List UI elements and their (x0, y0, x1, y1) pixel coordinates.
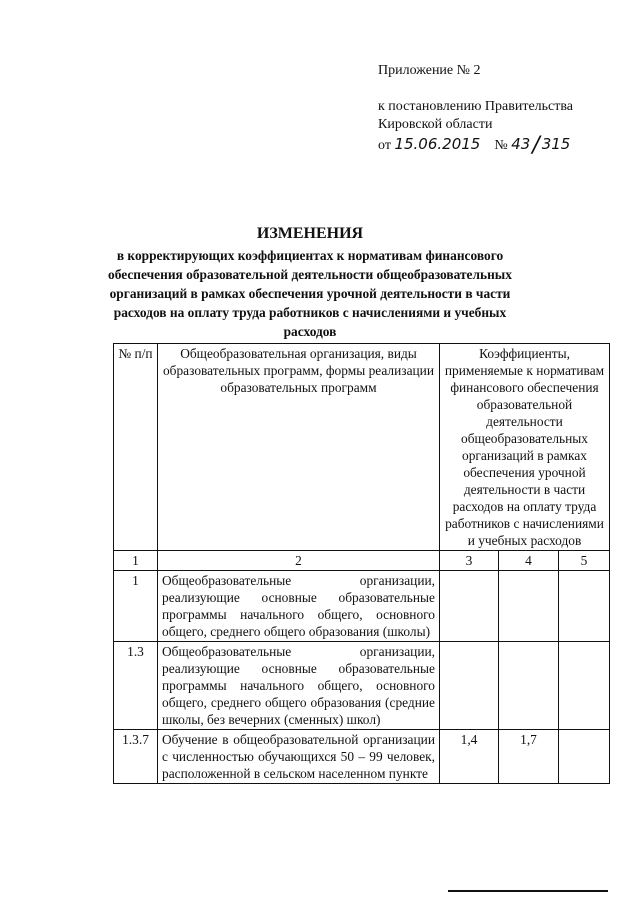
handwritten-number-2: 315 (541, 135, 571, 153)
row-value-5 (559, 730, 610, 784)
appendix-date-line (378, 133, 573, 158)
row-desc: Обучение в общеобразовательной организации с численностью обучающихся 50 – 99 человек, расположенной в сельском населенном пункте (158, 730, 440, 784)
appendix-title: Приложение № 2 (378, 63, 481, 78)
heading-title: ИЗМЕНЕНИЯ (256, 225, 364, 242)
coefficients-table (113, 343, 610, 784)
appendix-line-1: к постановлению Правительства (378, 99, 574, 114)
index-cell: 4 (499, 551, 559, 571)
row-value-3 (440, 642, 499, 730)
row-value-4 (499, 571, 559, 642)
index-cell: 3 (440, 551, 499, 571)
handwritten-number-1: 43 (511, 135, 531, 153)
row-value-5 (559, 571, 610, 642)
row-value-3: 1,4 (440, 730, 499, 784)
header-coefficients: Коэффициенты, применяемые к нормативам финансового обеспечения образовательной деятельности общеобразовательных организаций в рамках обеспечения урочной деятельности в части расходов на оплату труда работников с начислениями и учебных расходов (440, 344, 610, 551)
index-cell: 1 (114, 551, 158, 571)
row-desc: Общеобразовательные организации, реализующие основные образовательные программы начального общего, основного общего, среднего общего образования (средние школы, без вечерних (сменных) школ) (158, 642, 440, 730)
appendix-line-2: Кировской области (378, 117, 493, 132)
document-heading (100, 224, 520, 341)
bottom-rule (448, 890, 608, 892)
date-prefix: от (378, 138, 391, 153)
header-desc: Общеобразовательная организация, виды образовательных программ, формы реализации образовательных программ (158, 344, 440, 551)
heading-subtitle: в корректирующих коэффициентах к нормативам финансового обеспечения образовательной деятельности общеобразовательных организаций в рамках обеспечения урочной деятельности в части расходов на оплату труда работников с начислениями и учебных расходов (108, 248, 512, 339)
header-num: № п/п (114, 344, 158, 551)
row-num: 1.3 (114, 642, 158, 730)
row-value-5 (559, 642, 610, 730)
table-header-row (114, 344, 610, 551)
index-cell: 2 (158, 551, 440, 571)
row-value-4 (499, 642, 559, 730)
table-row (114, 642, 610, 730)
row-num: 1 (114, 571, 158, 642)
table-row (114, 571, 610, 642)
row-value-3 (440, 571, 499, 642)
row-desc: Общеобразовательные организации, реализующие основные образовательные программы начального общего, основного общего, среднего общего образования (школы) (158, 571, 440, 642)
appendix-block (378, 62, 574, 158)
row-value-4: 1,7 (499, 730, 559, 784)
number-prefix: № (494, 138, 508, 153)
table-index-row (114, 551, 610, 571)
slash-mark: / (532, 133, 540, 158)
handwritten-date: 15.06.2015 (394, 135, 481, 153)
row-num: 1.3.7 (114, 730, 158, 784)
index-cell: 5 (559, 551, 610, 571)
table-row (114, 730, 610, 784)
